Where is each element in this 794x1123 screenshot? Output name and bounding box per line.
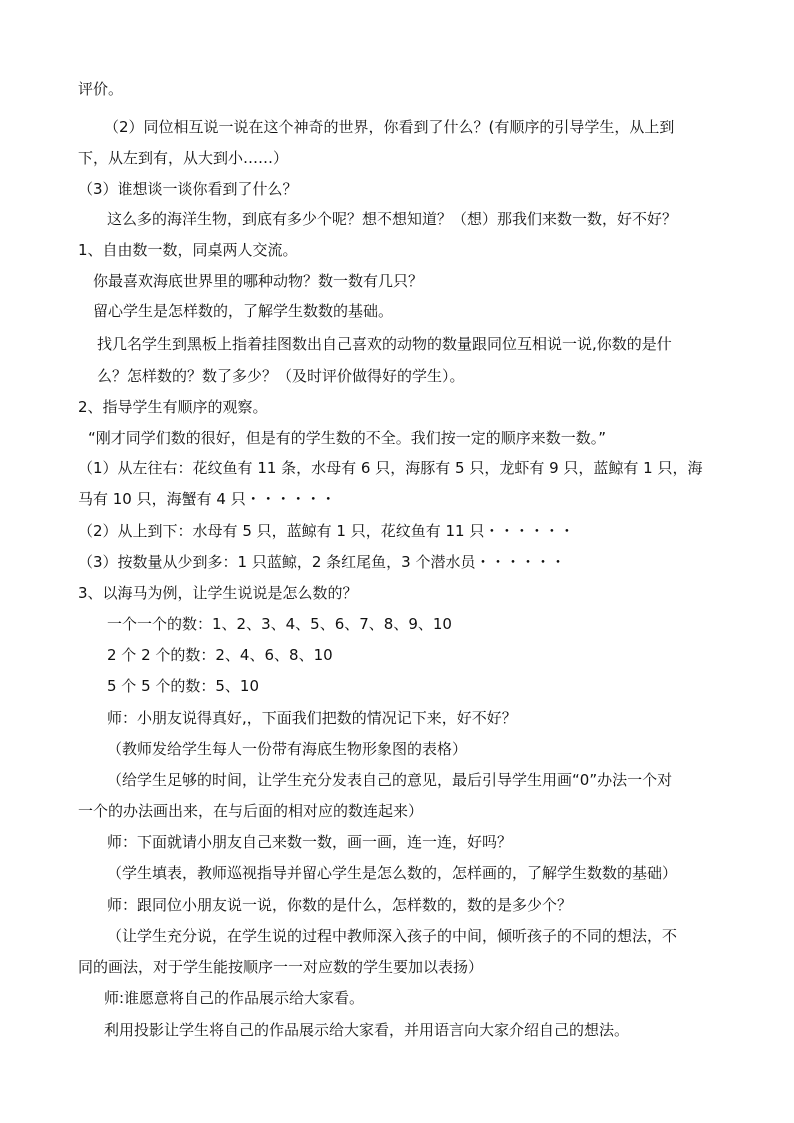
text-line: 同的画法，对于学生能按顺序一一对应数的学生要加以表扬） — [78, 958, 484, 976]
text-line: （给学生足够的时间，让学生充分发表自己的意见，最后引导学生用画“0”办法一个对 — [107, 771, 673, 789]
text-line: 3、以海马为例，让学生说说是怎么数的？ — [78, 584, 358, 602]
text-line: （教师发给学生每人一份带有海底生物形象图的表格） — [107, 740, 468, 758]
text-line: （学生填表，教师巡视指导并留心学生是怎么数的，怎样画的，了解学生数数的基础） — [107, 864, 678, 882]
text-line: 下，从左到有，从大到小……） — [78, 149, 289, 167]
text-line: 5 个 5 个的数：5、10 — [107, 677, 260, 695]
text-line: （3）按数量从少到多：1 只蓝鲸，2 条红尾鱼，3 个潜水员・・・・・・ — [78, 553, 566, 571]
text-line: 这么多的海洋生物，到底有多少个呢？想不想知道？（想）那我们来数一数，好不好？ — [107, 210, 678, 228]
text-line: 师：下面就请小朋友自己来数一数，画一画，连一连，好吗？ — [107, 833, 513, 851]
text-line: 评价。 — [78, 80, 124, 98]
text-line: （2）从上到下：水母有 5 只，蓝鲸有 1 只，花纹鱼有 11 只・・・・・・ — [78, 522, 575, 540]
text-line: 么？怎样数的？数了多少？（及时评价做得好的学生）。 — [97, 367, 465, 385]
text-line: 马有 10 只，海蟹有 4 只・・・・・・ — [78, 490, 336, 508]
text-line: 找几名学生到黑板上指着挂图数出自己喜欢的动物的数量跟同位互相说一说,你数的是什 — [97, 335, 672, 353]
text-line: 你最喜欢海底世界里的哪种动物？数一数有几只？ — [93, 272, 424, 290]
text-line: 师:谁愿意将自己的作品展示给大家看。 — [104, 989, 365, 1007]
text-line: 2、指导学生有顺序的观察。 — [78, 398, 268, 416]
text-line: （1）从左往右：花纹鱼有 11 条，水母有 6 只，海豚有 5 只，龙虾有 9 只，蓝鲸有 1 只，海 — [78, 459, 703, 477]
text-line: （让学生充分说，在学生说的过程中教师深入孩子的中间，倾听孩子的不同的想法，不 — [107, 927, 678, 945]
text-line: 师：小朋友说得真好,，下面我们把数的情况记下来，好不好？ — [107, 709, 517, 727]
text-line: 师：跟同位小朋友说一说，你数的是什么，怎样数的，数的是多少个？ — [107, 896, 573, 914]
text-line: （2）同位相互说一说在这个神奇的世界，你看到了什么？(有顺序的引导学生，从上到 — [104, 118, 675, 136]
text-line: 留心学生是怎样数的，了解学生数数的基础。 — [93, 302, 394, 320]
text-line: 一个一个的数：1、2、3、4、5、6、7、8、9、10 — [107, 615, 452, 633]
text-line: 2 个 2 个的数：2、4、6、8、10 — [107, 646, 333, 664]
text-line: 利用投影让学生将自己的作品展示给大家看，并用语言向大家介绍自己的想法。 — [104, 1021, 630, 1039]
text-line: （3）谁想谈一谈你看到了什么？ — [78, 180, 298, 198]
text-line: 1、自由数一数，同桌两人交流。 — [78, 241, 298, 259]
text-line: “刚才同学们数的很好，但是有的学生数的不全。我们按一定的顺序来数一数。” — [88, 429, 607, 447]
text-line: 一个的办法画出来，在与后面的相对应的数连起来） — [78, 802, 424, 820]
